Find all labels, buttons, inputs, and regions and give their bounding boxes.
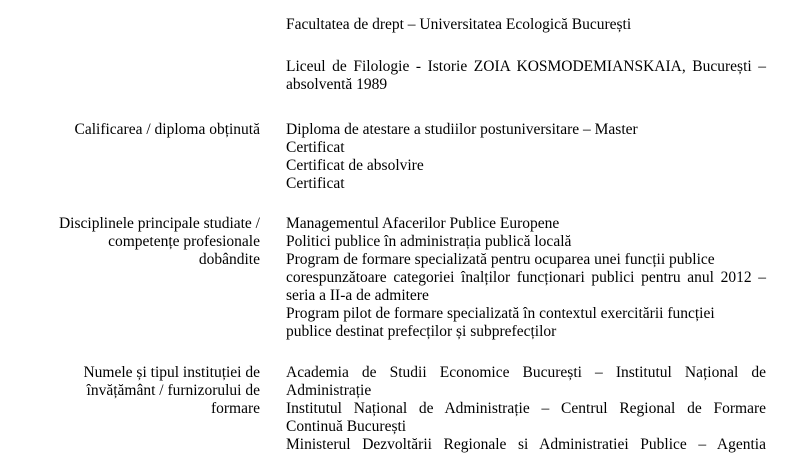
- highschool-line: Liceul de Filologie - Istorie ZOIA KOSMODEMIANSKAIA, București –: [286, 58, 766, 75]
- qualification-item: Certificat: [286, 139, 345, 156]
- discipline-line: publice destinat prefecților și subprefecților: [286, 323, 557, 340]
- faculty-line: Facultatea de drept – Universitatea Ecologică București: [286, 16, 632, 33]
- disciplines-list: [286, 215, 766, 341]
- institutions-label-line: formare: [210, 400, 260, 417]
- institution-line: Continuă București: [286, 418, 407, 435]
- discipline-line: Program pilot de formare specializată în contextul exercitării funcției: [286, 305, 715, 322]
- disciplines-label: [40, 215, 260, 269]
- institution-line: Administrație: [286, 382, 372, 399]
- institution-line: Academia de Studii Economice București – Institutul Național de: [286, 364, 766, 381]
- qualification-item: Diploma de atestare a studiilor postuniversitare – Master: [286, 121, 638, 138]
- disciplines-label-line: competențe profesionale: [108, 233, 260, 250]
- institutions-label-line: învățământ / furnizorului de: [86, 382, 260, 399]
- highschool-graduation-line: absolventă 1989: [286, 76, 388, 93]
- qualification-item: Certificat de absolvire: [286, 157, 424, 174]
- institutions-list: [286, 364, 766, 454]
- institution-line: Ministerul Dezvoltării Regionale si Administratiei Publice – Agentia: [286, 436, 766, 453]
- institutions-label: [40, 364, 260, 418]
- discipline-line: Politici publice în administrația publică locală: [286, 233, 572, 250]
- discipline-line: seria a II-a de admitere: [286, 287, 429, 304]
- qualification-label-text: Calificarea / diploma obținută: [74, 121, 260, 138]
- highschool-entry: [286, 58, 766, 94]
- disciplines-label-line: dobândite: [198, 251, 260, 268]
- discipline-line: Program de formare specializată pentru ocuparea unei funcții publice: [286, 251, 715, 268]
- qualification-list: [286, 121, 766, 193]
- qualification-item: Certificat: [286, 175, 345, 192]
- discipline-line: corespunzătoare categoriei înalților funcționari publici pentru anul 2012 –: [286, 269, 766, 286]
- qualification-label: [40, 121, 260, 139]
- disciplines-label-line: Disciplinele principale studiate /: [58, 215, 260, 232]
- discipline-line: Managementul Afacerilor Publice Europene: [286, 215, 560, 232]
- institution-line: Institutul Național de Administrație – Centrul Regional de Formare: [286, 400, 766, 417]
- institutions-label-line: Numele și tipul instituției de: [83, 364, 260, 381]
- faculty-entry: [286, 16, 766, 34]
